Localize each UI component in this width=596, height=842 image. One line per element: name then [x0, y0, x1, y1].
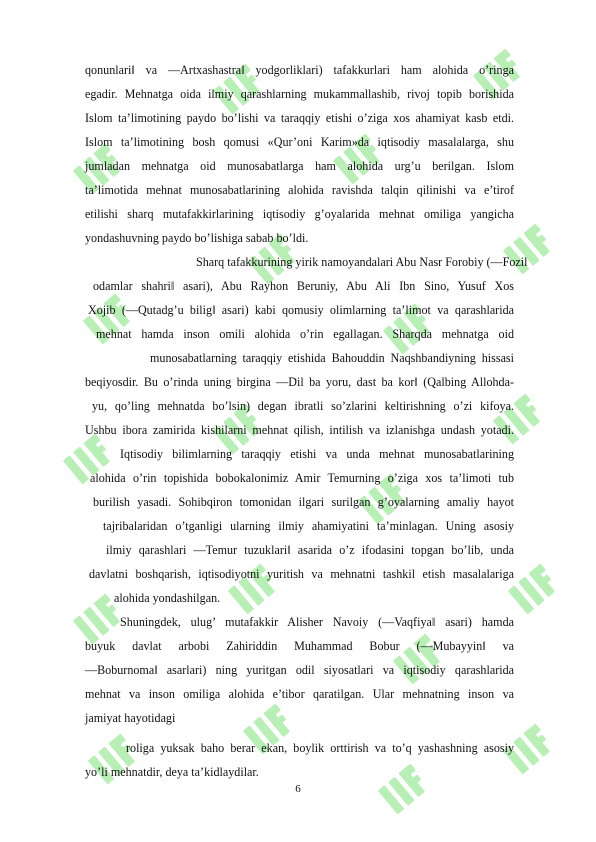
text-line: yondashuvning paydo bo’lishiga sabab bo’ldi.	[85, 231, 309, 245]
text-line: Ushbu ibora zamirida kishilarni mehnat qilish, intilish va izlanishga undash yotadi.	[85, 423, 514, 437]
text-line: Islom ta’limotining bosh qomusi «Qur’oni Karim»da iqtisodiy masalalarga, shu	[85, 135, 514, 149]
text-line: egadir. Mehnatga oida ilmiy qarashlarning mukammallashib, rivoj topib borishida	[85, 87, 514, 101]
text-line: tajribalaridan o’tganligi ularning ilmiy ahamiyatini ta’minlagan. Uning asosiy	[103, 519, 514, 533]
text-line: ―Boburnoma‖ asarlari) ning yuritgan odil siyosatlari va iqtisodiy qarashlarida	[85, 663, 514, 677]
text-line: burilish yasadi. Sohibqiron tomonidan ilgari surilgan g’oyalarning amaliy hayot	[93, 495, 514, 509]
text-line: ta’limotida mehnat munosabatlarining alohida ravishda talqin qilinishi va e’tirof	[85, 183, 514, 197]
text-line: etilishi sharq mutafakkirlarining iqtisodiy g’oyalarida mehnat omiliga yangicha	[85, 207, 514, 221]
text-line: Islom ta’limotining paydo bo’lishi va taraqqiy etishi o’ziga xos ahamiyat kasb etdi.	[85, 111, 514, 125]
text-line: davlatni boshqarish, iqtisodiyotni yuritish va mehnatni tashkil etish masalalariga	[89, 567, 514, 581]
text-line: mehnat hamda inson omili alohida o’rin egallagan. Sharqda mehnatga oid	[96, 327, 514, 341]
text-line: Sharq tafakkurining yirik namoyandalari Abu Nasr Forobiy (―Fozil	[196, 255, 528, 269]
text-line: mehnat va inson omiliga alohida e’tibor qaratilgan. Ular mehnatning inson va	[85, 687, 514, 701]
text-line: buyuk davlat arbobi Zahiriddin Muhammad Bobur (―Mubayyin‖ va	[85, 639, 514, 653]
text-line: jamiyat hayotidagi	[85, 711, 176, 725]
text-line: yo’li mehnatdir, deya ta’kidlaydilar.	[85, 765, 259, 779]
text-line: yu, qo’ling mehnatda bo’lsin) degan ibratli so’zlarini keltirishning o’zi kifoya.	[92, 399, 514, 413]
text-line: jumladan mehnatga oid munosabatlarga ham alohida urg’u berilgan. Islom	[85, 159, 514, 173]
text-line: alohida yondashilgan.	[114, 591, 221, 605]
text-line: alohida o’rin topishida bobokalonimiz Amir Temurning o’ziga xos ta’limoti tub	[90, 471, 514, 485]
text-line: qonunlari‖ va ―Artxashastra‖ yodgorliklari) tafakkurlari ham alohida o’ringa	[85, 63, 514, 77]
text-line: beqiyosdir. Bu o’rinda uning birgina ―Dil ba yoru, dast ba kor‖ (Qalbing Allohda-	[85, 375, 514, 389]
page-number: 6	[295, 783, 301, 795]
text-line: munosabatlarning taraqqiy etishida Bahouddin Naqshbandiyning hissasi	[150, 351, 514, 365]
text-line: roliga yuksak baho berar ekan, boylik orttirish va to’q yashashning asosiy	[126, 741, 514, 755]
text-line: odamlar shahri‖ asari), Abu Rayhon Beruniy, Abu Ali Ibn Sino, Yusuf Xos	[93, 279, 514, 293]
text-line: Shuningdek, ulug’ mutafakkir Alisher Navoiy (―Vaqfiya‖ asari) hamda	[120, 615, 514, 629]
text-line: ilmiy qarashlari ―Temur tuzuklari‖ asarida o’z ifodasini topgan bo’lib, unda	[106, 543, 514, 557]
text-line: Xojib (―Qutadg’u bilig‖ asari) kabi qomusiy olimlarning ta’limot va qarashlarida	[88, 303, 514, 317]
text-line: Iqtisodiy bilimlarning taraqqiy etishi va unda mehnat munosabatlarining	[120, 447, 514, 461]
